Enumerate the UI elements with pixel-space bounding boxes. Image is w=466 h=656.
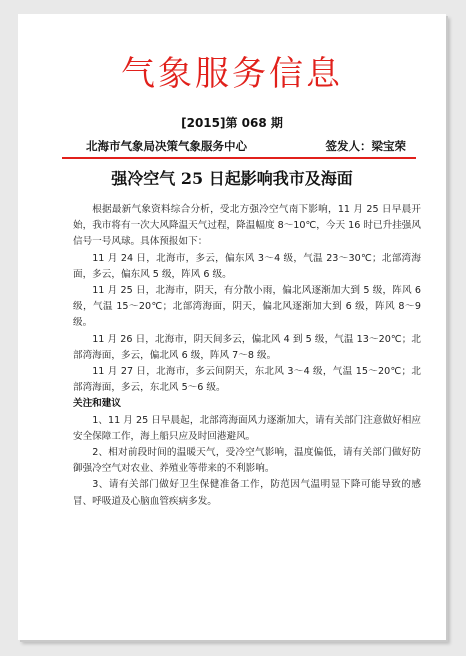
forecast-paragraph: 11 月 24 日，北海市，多云，偏东风 3～4 级，气温 23～30℃；北部湾海面，多云，偏东风 5 级，阵风 6 级。 [73,252,421,280]
forecast-paragraph: 11 月 25 日，北海市，阴天，有分散小雨，偏北风逐渐加大到 5 级，阵风 6 级，气温 15～20℃；北部湾海面，阴天，偏北风逐渐加大到 6 级，阵风 8～9 级。 [73,285,421,329]
forecast-paragraph: 11 月 26 日，北海市，阴天间多云，偏北风 4 到 5 级，气温 13～20℃；北部湾海面，多云，偏北风 6 级，阵风 7～8 级。 [73,333,421,361]
document-body [73,202,421,510]
advice-paragraph: 1、11 月 25 日早晨起，北部湾海面风力逐渐加大，请有关部门注意做好相应安全保障工作，海上船只应及时回港避风。 [73,414,421,442]
advice-paragraph: 3、请有关部门做好卫生保健准备工作，防范因气温明显下降可能导致的感冒、呼吸道及心脑血管疾病多发。 [73,479,421,507]
header-divider [62,157,416,159]
document-page [18,14,446,640]
intro-paragraph: 根据最新气象资料综合分析，受北方强冷空气南下影响，11 月 25 日早晨开始，我市将有一次大风降温天气过程，降温幅度 8～10℃，今天 16 时已升挂强风信号一号风球。具体预报如下： [73,204,421,248]
issue-number: [2015]第 068 期 [181,116,283,130]
advice-paragraph: 2、相对前段时间的温暖天气，受冷空气影响，温度偏低，请有关部门做好防御强冷空气对农业、养殖业等带来的不利影响。 [73,447,421,475]
signer: 签发人：梁宝荣 [325,139,406,153]
document-title: 气象服务信息 [121,54,343,94]
headline: 强冷空气 25 日起影响我市及海面 [111,169,353,188]
forecast-paragraph: 11 月 27 日，北海市，多云间阴天，东北风 3～4 级，气温 15～20℃；北部湾海面，多云，东北风 5～6 级。 [73,366,421,394]
advice-heading: 关注和建议 [73,398,121,410]
issuing-organization: 北海市气象局决策气象服务中心 [86,139,247,153]
